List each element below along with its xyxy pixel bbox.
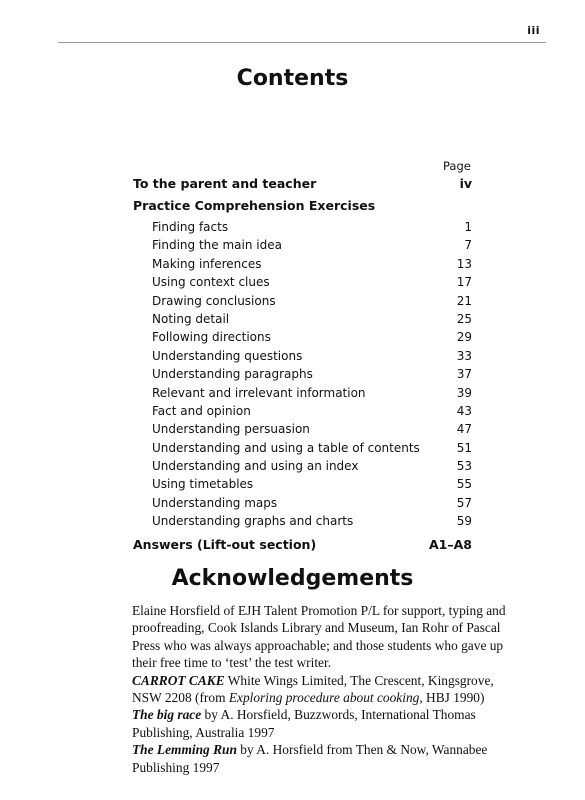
toc-row[interactable]: [133, 220, 472, 238]
toc-entry-label: Using timetables: [152, 477, 254, 492]
toc-entry-page: 17: [456, 275, 472, 290]
toc-entry-label: Finding the main idea: [152, 238, 282, 253]
toc-entry-label: Fact and opinion: [152, 403, 251, 418]
toc-entry-label: Following directions: [152, 330, 271, 345]
toc-row[interactable]: [133, 238, 472, 256]
toc-entry-label: Understanding paragraphs: [152, 367, 313, 382]
credit-text-end: , HBJ 1990): [419, 690, 485, 706]
toc-entry-page: 51: [456, 440, 472, 455]
acknowledgements-intro: Elaine Horsfield of EJH Talent Promotion P/L for support, typing and proofreading, Cook Islands Library and Museum, Ian Rohr of Pascal Press who was always approachable; and those students who gave up their free time to ‘test’ the test writer.: [132, 603, 506, 671]
toc-entry-label: Understanding maps: [152, 495, 278, 510]
toc-entry-label: Understanding graphs and charts: [152, 514, 354, 529]
acknowledgements-title: Acknowledgements: [171, 566, 414, 591]
toc-entry-label: Understanding persuasion: [152, 422, 310, 437]
credit-text: by A. Horsfield from Then & Now, Wannabee Publishing 1997: [132, 742, 488, 775]
acknowledgements-body: [132, 602, 512, 776]
credit-entry: [132, 741, 512, 776]
toc-row[interactable]: [133, 496, 472, 514]
toc-entry-page: 33: [456, 348, 472, 363]
toc-row[interactable]: [133, 477, 472, 495]
toc-row[interactable]: [133, 441, 472, 459]
toc-row[interactable]: [133, 367, 472, 385]
toc-entry-page: 59: [456, 514, 472, 529]
toc-entry-label: Understanding and using a table of contents: [152, 440, 420, 455]
acknowledgement-credits: [132, 672, 512, 776]
toc-entry-label: Noting detail: [152, 311, 230, 326]
toc-entry-label: Making inferences: [152, 256, 262, 271]
toc-entry-label: To the parent and teacher: [133, 176, 317, 191]
toc-row[interactable]: [133, 386, 472, 404]
toc-entry-page: 1: [464, 220, 472, 234]
toc-row-answers[interactable]: [133, 537, 472, 559]
toc-entry-page: 7: [464, 238, 472, 253]
toc-entry-label: Relevant and irrelevant information: [152, 385, 366, 400]
toc-entry-label: Using context clues: [152, 275, 270, 290]
toc-entry-label: Answers (Lift-out section): [133, 536, 317, 552]
toc-row[interactable]: [133, 312, 472, 330]
credit-title: The Lemming Run: [132, 742, 237, 758]
toc-row[interactable]: [133, 349, 472, 367]
page-number: iii: [527, 24, 540, 37]
toc-entry-page: 53: [456, 459, 472, 474]
toc-row[interactable]: [133, 422, 472, 440]
credit-text: White Wings Limited, The Crescent, Kingsgrove, NSW 2208 (from: [132, 672, 494, 706]
toc-items: [133, 220, 472, 533]
page-column-label: Page: [443, 159, 471, 173]
toc-row[interactable]: [133, 459, 472, 477]
toc-entry-page: 47: [456, 422, 472, 437]
toc-row-intro[interactable]: [133, 176, 472, 198]
toc-entry-label: Understanding questions: [152, 348, 303, 363]
toc-section-label: Practice Comprehension Exercises: [133, 198, 376, 213]
toc-entry-page: 57: [456, 495, 472, 510]
credit-entry: [132, 672, 512, 707]
toc-entry-page: 25: [456, 311, 472, 326]
toc-entry-page: 55: [456, 477, 472, 492]
credit-title: The big race: [132, 707, 202, 723]
credit-entry: [132, 706, 512, 741]
toc-entry-page: 43: [456, 403, 472, 418]
toc-section-heading: [133, 198, 472, 220]
toc-entry-page: 29: [456, 330, 472, 345]
header-rule: [58, 42, 546, 43]
toc-entry-page: A1–A8: [429, 536, 472, 552]
credit-source: Exploring procedure about cooking: [228, 690, 420, 706]
table-of-contents: [133, 176, 472, 559]
toc-row[interactable]: [133, 294, 472, 312]
toc-entry-page: iv: [459, 176, 472, 191]
toc-row[interactable]: [133, 404, 472, 422]
contents-title: Contents: [236, 66, 349, 91]
toc-row[interactable]: [133, 514, 472, 532]
credit-text: by A. Horsfield, Buzzwords, International Thomas Publishing, Australia 1997: [132, 707, 476, 740]
toc-row[interactable]: [133, 257, 472, 275]
toc-row[interactable]: [133, 330, 472, 348]
toc-row[interactable]: [133, 275, 472, 293]
credit-title: CARROT CAKE: [132, 672, 225, 688]
toc-entry-label: Drawing conclusions: [152, 293, 276, 308]
toc-entry-page: 39: [456, 385, 472, 400]
toc-entry-page: 21: [456, 293, 472, 308]
toc-entry-page: 37: [456, 367, 472, 382]
toc-entry-label: Understanding and using an index: [152, 459, 359, 474]
toc-entry-label: Finding facts: [152, 220, 229, 234]
toc-entry-page: 13: [456, 256, 472, 271]
